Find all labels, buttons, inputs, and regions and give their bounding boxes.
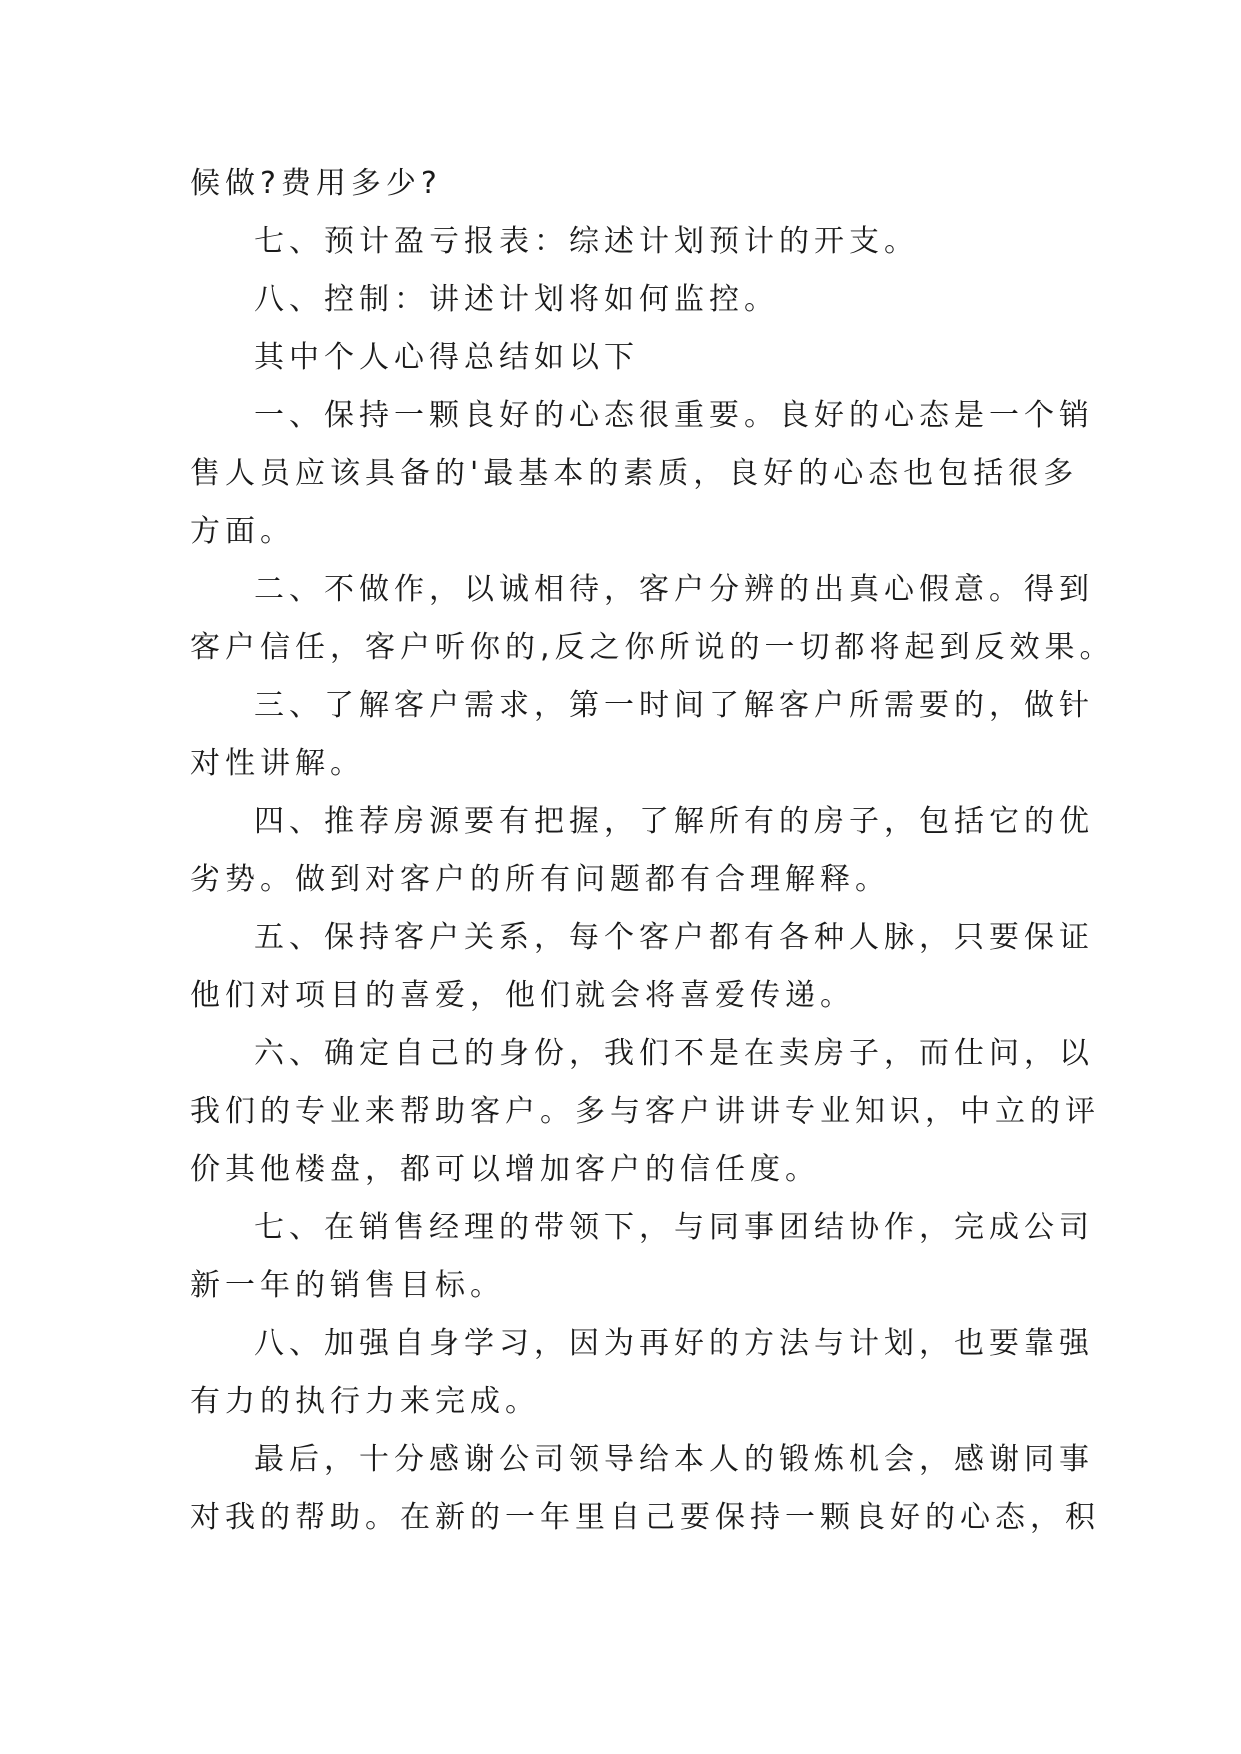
text-line: 劣势。做到对客户的所有问题都有合理解释。 [190,862,890,897]
text-line: 候做?费用多少? [190,166,442,201]
text-line: 客户信任，客户听你的,反之你所说的一切都将起到反效果。 [190,630,1115,665]
body-text [190,155,1115,1547]
text-line: 售人员应该具备的'最基本的素质，良好的心态也包括很多 [190,456,1079,491]
text-line: 有力的执行力来完成。 [190,1384,540,1419]
text-line: 对我的帮助。在新的一年里自己要保持一颗良好的心态，积 [190,1500,1100,1535]
text-line: 新一年的销售目标。 [190,1268,505,1303]
text-line: 他们对项目的喜爱，他们就会将喜爱传递。 [190,978,855,1013]
text-line: 最后，十分感谢公司领导给本人的锻炼机会，感谢同事 [254,1442,1094,1477]
text-line: 八、加强自身学习，因为再好的方法与计划，也要靠强 [254,1326,1094,1361]
text-line: 其中个人心得总结如以下 [254,340,639,375]
text-line: 对性讲解。 [190,746,365,781]
text-line: 价其他楼盘，都可以增加客户的信任度。 [190,1152,820,1187]
text-line: 我们的专业来帮助客户。多与客户讲讲专业知识，中立的评 [190,1094,1100,1129]
text-line: 四、推荐房源要有把握，了解所有的房子，包括它的优 [254,804,1094,839]
text-line: 七、预计盈亏报表：综述计划预计的开支。 [254,224,919,259]
text-line: 一、保持一颗良好的心态很重要。良好的心态是一个销 [254,398,1094,433]
text-line: 二、不做作，以诚相待，客户分辨的出真心假意。得到 [254,572,1094,607]
text-line: 方面。 [190,514,295,549]
text-line: 八、控制：讲述计划将如何监控。 [254,282,779,317]
text-line: 七、在销售经理的带领下，与同事团结协作，完成公司 [254,1210,1094,1245]
text-line: 三、了解客户需求，第一时间了解客户所需要的，做针 [254,688,1094,723]
text-line: 五、保持客户关系，每个客户都有各种人脉，只要保证 [254,920,1094,955]
text-line: 六、确定自己的身份，我们不是在卖房子，而仕问，以 [254,1036,1094,1071]
